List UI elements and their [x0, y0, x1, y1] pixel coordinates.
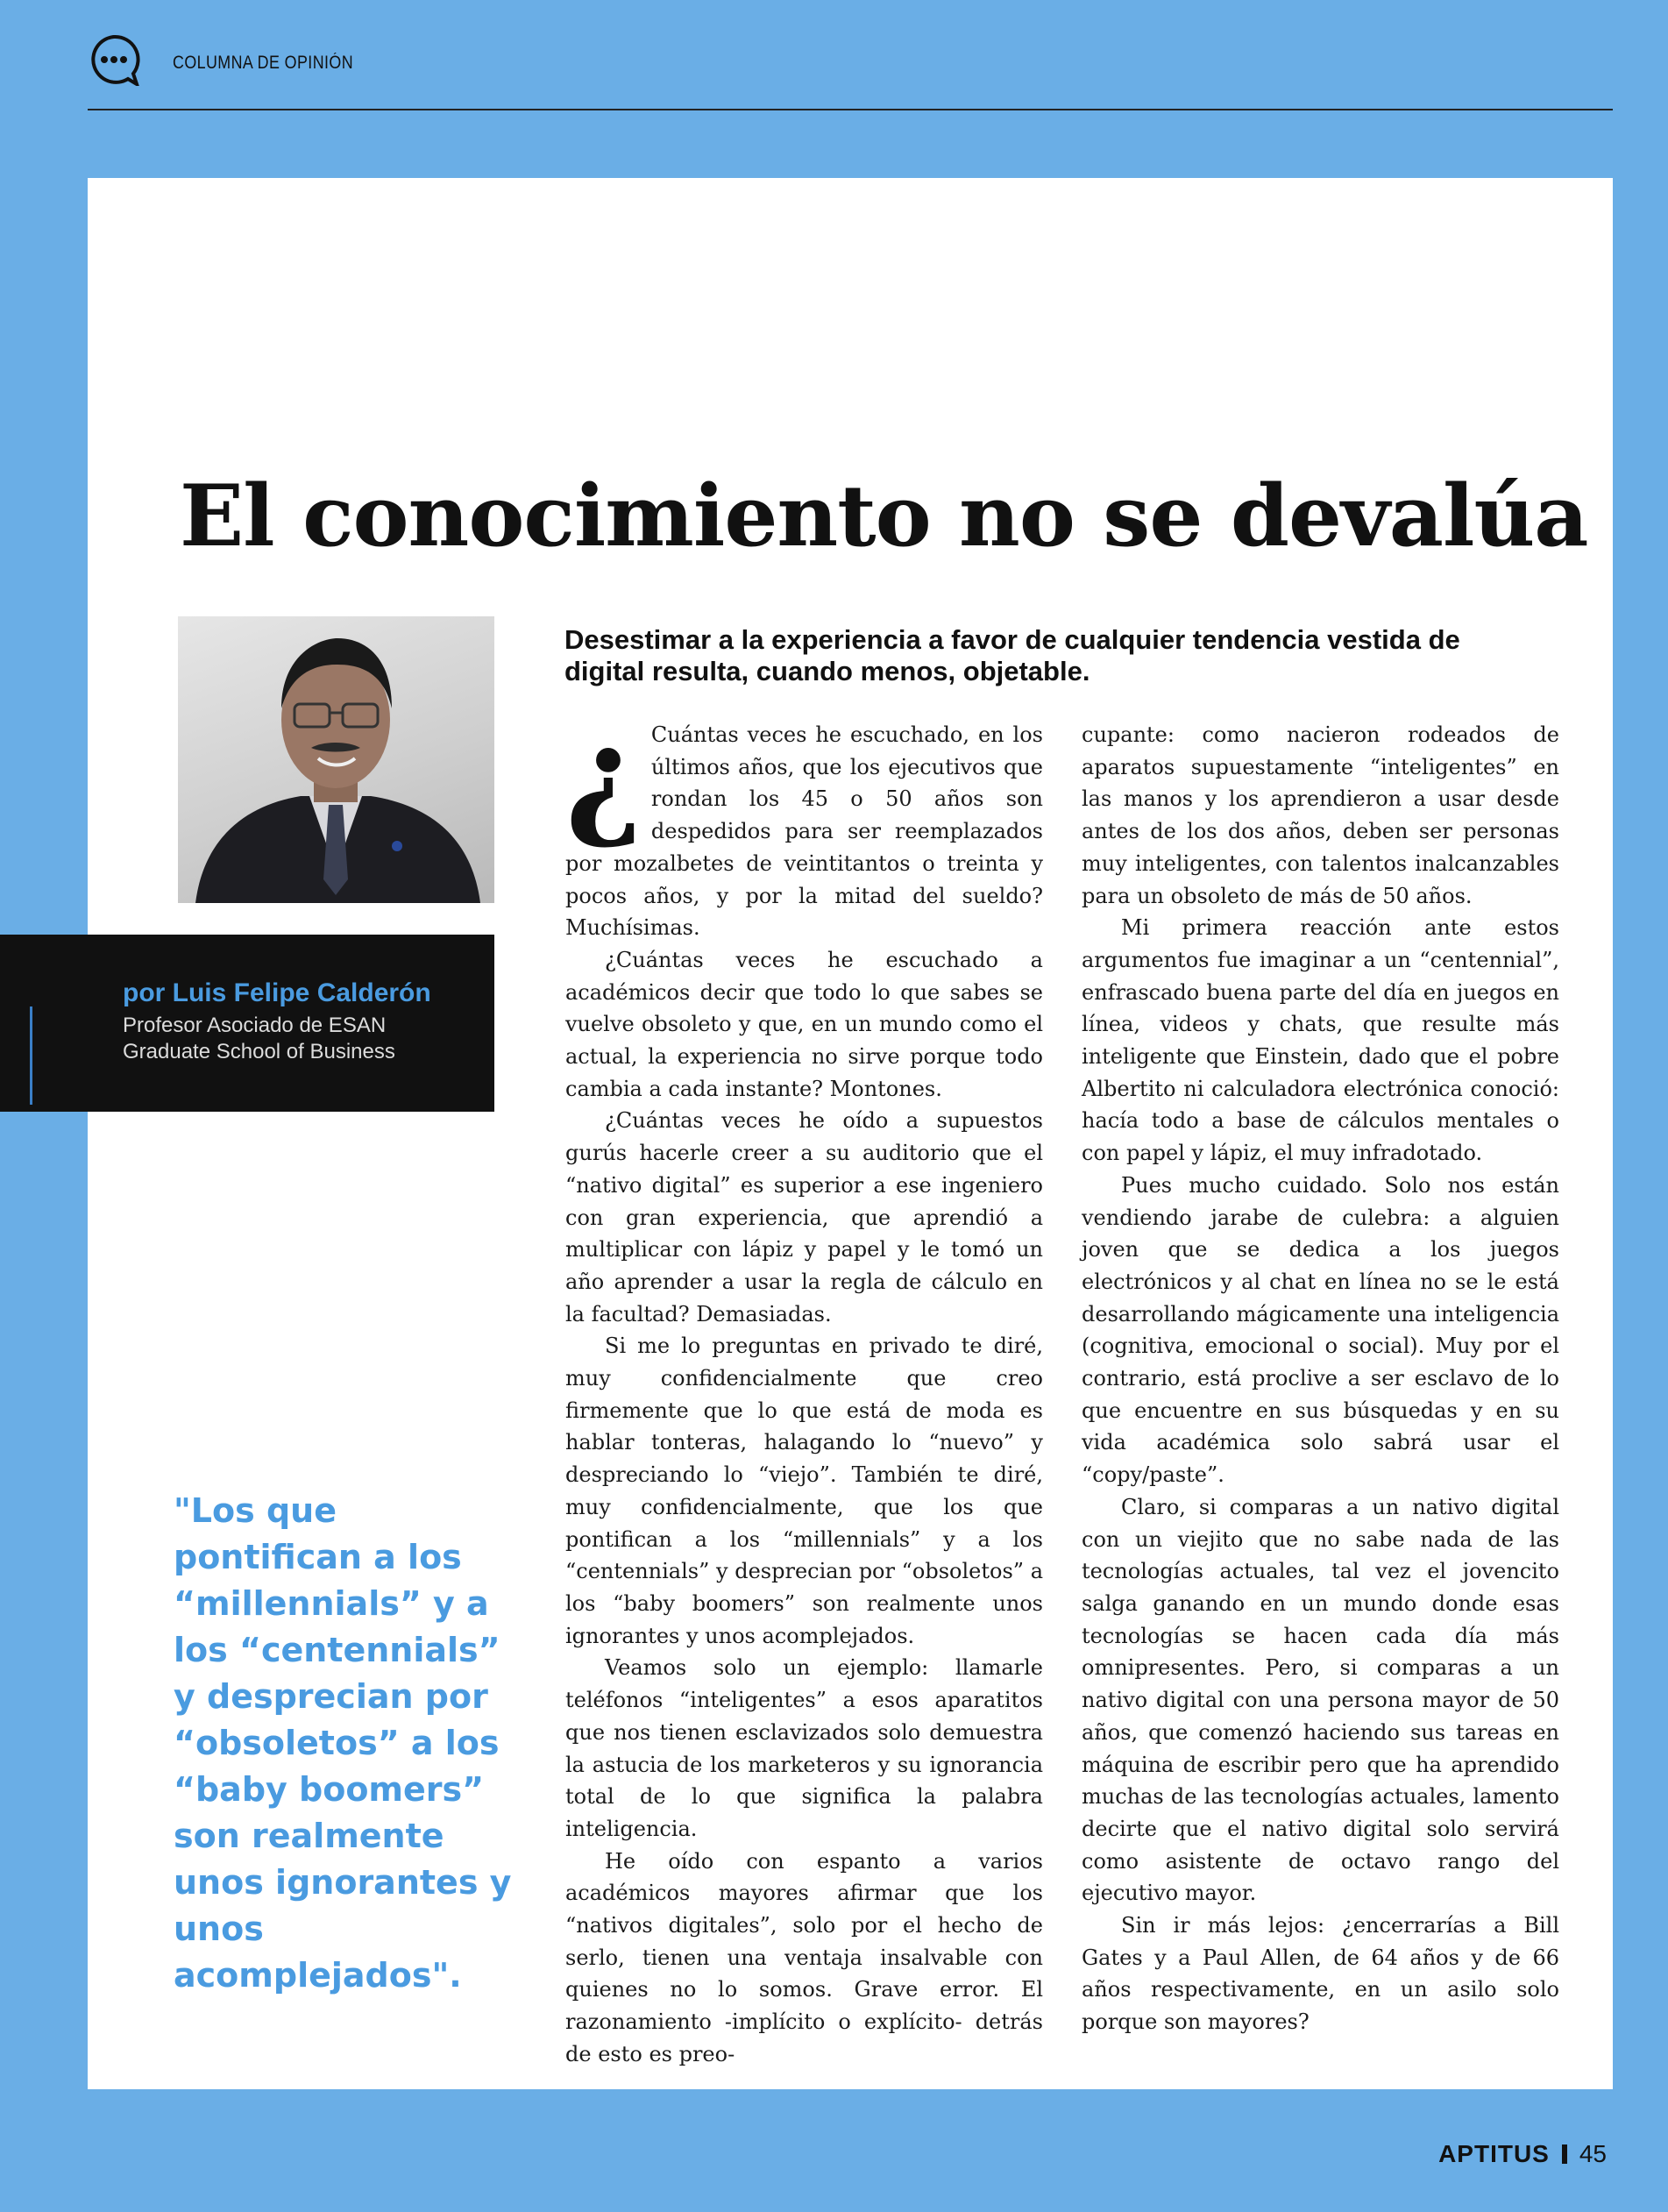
- paragraph-text: Cuántas veces he escuchado, en los últimos años, que los ejecutivos que rondan los 45 o 50 años son despedidos para ser reemplazados por mozalbetes de veintitantos o treinta y pocos años, y por la mitad del sueldo? Muchísimas.: [565, 722, 1043, 941]
- paragraph: Si me lo preguntas en privado te diré, muy confidencialmente que creo firmemente que lo que está de moda es hablar tonteras, halagando lo “nuevo” y despreciando lo “viejo”. También te diré, muy confidencialmente, que los que pontifican a los “millennials” y a los “centennials” y desprecian por “obsoletos” a los “baby boomers” son realmente unos ignorantes y unos acomplejados.: [565, 1334, 1043, 1648]
- paragraph: ¿Cuántas veces he escuchado a académicos decir que todo lo que sabes se vuelve obsoleto y que, en un mundo como el actual, la experiencia no sirve porque todo cambia a cada instante? Montones.: [565, 947, 1043, 1101]
- author-accent-bar: [30, 1006, 32, 1105]
- article-title: El conocimiento no se devalúa: [180, 466, 1588, 565]
- author-photo: [178, 616, 494, 903]
- header-divider: [88, 109, 1613, 110]
- author-name: por Luis Felipe Calderón: [123, 978, 431, 1007]
- footer-separator: [1562, 2144, 1567, 2164]
- paragraph: cupante: como nacieron rodeados de aparatos supuestamente “inteligentes” en las manos y los aprendieron a usar desde antes de los dos años, deben ser personas muy inteligentes, con talentos inalcanzables para un obsoleto de más de 50 años.: [1082, 722, 1559, 908]
- author-box: [0, 935, 494, 1112]
- paragraph: He oído con espanto a varios académicos mayores afirmar que los “nativos digitales”, solo por el hecho de serlo, tienen una ventaja insalvable con quienes no lo somos. Grave error. El razonamiento -implícito o explícito- detrás de esto es preo-: [565, 1848, 1043, 2066]
- paragraph: Mi primera reacción ante estos argumentos fue imaginar a un “centennial”, enfrascado buena parte del día en juegos en línea, videos y chats, que resulte más inteligente que Einstein, dado que el pobre Albertito ni calculadora electrónica conoció: hacía todo a base de cálculos mentales o con papel y lápiz, el muy infradotado.: [1082, 915, 1559, 1166]
- paragraph: Veamos solo un ejemplo: llamarle teléfonos “inteligentes” a esos aparatitos que nos tienen esclavizados solo demuestra la astucia de los marketeros y su ignorancia total de lo que significa la palabra inteligencia.: [565, 1655, 1043, 1841]
- author-portrait-icon: [178, 616, 494, 903]
- page-number: 45: [1579, 2140, 1607, 2167]
- paragraph: Claro, si comparas a un nativo digital con un viejito que no sabe nada de las tecnologías actuales, tal vez el jovencito salga ganando en un mundo donde esas tecnologías se hacen cada día más omnipresentes. Pero, si comparas a un nativo digital con una persona mayor de 50 años, que comenzó haciendo sus tareas en máquina de escribir pero que ha aprendido muchas de las tecnologías actuales, lamento decirte que el nativo digital solo servirá como asistente de octavo rango del ejecutivo mayor.: [1082, 1494, 1559, 1906]
- article-deck: Desestimar a la experiencia a favor de cualquier tendencia vestida de digital resulta, cuando menos, objetable.: [564, 624, 1460, 686]
- section-label: COLUMNA DE OPINIÓN: [173, 53, 354, 73]
- drop-cap: ¿: [565, 699, 642, 853]
- page-footer: [1438, 2140, 1607, 2168]
- pull-quote: "Los que pontifican a los “millennials” y a los “centennials” y desprecian por “obsoletos” a los “baby boomers” son realmente unos ignorantes y unos acomplejados".: [174, 1491, 512, 1995]
- paragraph: [565, 699, 1043, 944]
- chat-bubble-icon: [88, 33, 140, 86]
- article-column-1: [565, 699, 1043, 2071]
- author-institution: Graduate School of Business: [123, 1040, 395, 1063]
- author-role: Profesor Asociado de ESAN: [123, 1014, 387, 1037]
- magazine-brand: APTITUS: [1438, 2140, 1550, 2167]
- paragraph: ¿Cuántas veces he oído a supuestos gurús hacerle creer a su auditorio que el “nativo digital” es superior a ese ingeniero con gran experiencia, que aprendió a multiplicar con lápiz y papel y le tomó un año aprender a usar la regla de cálculo en la facultad? Demasiadas.: [565, 1108, 1043, 1326]
- paragraph: Pues mucho cuidado. Solo nos están vendiendo jarabe de culebra: a alguien joven que se dedica a los juegos electrónicos y al chat en línea no se le está desarrollando mágicamente una inteligencia (cognitiva, emocional o social). Muy por el contrario, está proclive a ser esclavo de lo que encuentre en sus búsquedas y en su vida académica solo sabrá usar el “copy/paste”.: [1082, 1172, 1559, 1488]
- article-column-2: [1082, 719, 1559, 2038]
- paragraph: Sin ir más lejos: ¿encerrarías a Bill Gates y a Paul Allen, de 64 años y de 66 años respectivamente, en un asilo solo porque son mayores?: [1082, 1913, 1559, 2035]
